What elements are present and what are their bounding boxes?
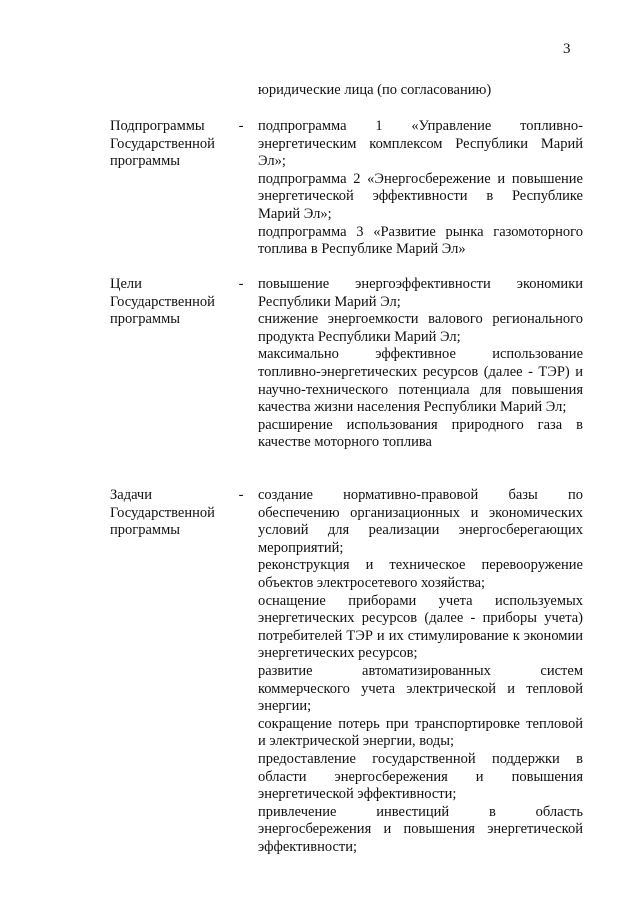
goals-body <box>258 276 583 452</box>
list-item: реконструкция и техническое перевооружение объектов электросетевого хозяйства; <box>258 557 583 591</box>
label-line: Подпрограммы <box>110 118 205 134</box>
tasks-body <box>258 487 583 856</box>
list-item: максимально эффективное использование топливно-энергетических ресурсов (далее - ТЭР) и научно-технического потенциала для повышения качества жизни населения Республики Марий Эл; <box>258 346 583 416</box>
list-item: подпрограмма 3 «Развитие рынка газомоторного топлива в Республике Марий Эл» <box>258 223 583 258</box>
label-line: Задачи <box>110 487 152 503</box>
row-dash: - <box>238 276 244 292</box>
list-item: оснащение приборами учета используемых энергетических ресурсов (далее - приборы учета) потребителей ТЭР и их стимулирование к экономии энергетических ресурсов; <box>258 592 583 662</box>
header-continuation-line: юридические лица (по согласованию) <box>258 82 492 98</box>
label-line: Государственной <box>110 293 215 310</box>
list-item: создание нормативно-правовой базы по обеспечению организационных и экономических условий для реализации энергосберегающих мероприятий; <box>258 487 583 556</box>
label-line: Государственной <box>110 504 215 521</box>
tasks-label <box>110 487 235 540</box>
list-item: расширение использования природного газа в качестве моторного топлива <box>258 416 583 451</box>
list-item: подпрограмма 1 «Управление топливно-энергетическим комплексом Республики Марий Эл»; <box>258 118 583 170</box>
row-dash: - <box>238 118 244 134</box>
list-item: привлечение инвестиций в область энергосбережения и повышения энергетической эффективности; <box>258 803 583 855</box>
label-line: Государственной <box>110 135 215 152</box>
list-item: предоставление государственной поддержки в области энергосбережения и повышения энергетической эффективности; <box>258 750 583 803</box>
label-line: Цели <box>110 276 142 292</box>
label-line: программы <box>110 153 180 170</box>
goals-label <box>110 276 235 329</box>
subprograms-body <box>258 118 583 259</box>
row-dash: - <box>238 487 244 503</box>
subprograms-label <box>110 118 235 171</box>
list-item: развитие автоматизированных систем коммерческого учета электрической и тепловой энергии; <box>258 662 583 715</box>
label-line: программы <box>110 522 180 539</box>
list-item: снижение энергоемкости валового регионального продукта Республики Марий Эл; <box>258 311 583 345</box>
label-line: программы <box>110 311 180 328</box>
page-number: 3 <box>563 41 571 57</box>
list-item: подпрограмма 2 «Энергосбережение и повышение энергетической эффективности в Республике Марий Эл»; <box>258 170 583 222</box>
list-item: сокращение потерь при транспортировке тепловой и электрической энергии, воды; <box>258 715 583 750</box>
list-item: повышение энергоэффективности экономики Республики Марий Эл; <box>258 276 583 310</box>
